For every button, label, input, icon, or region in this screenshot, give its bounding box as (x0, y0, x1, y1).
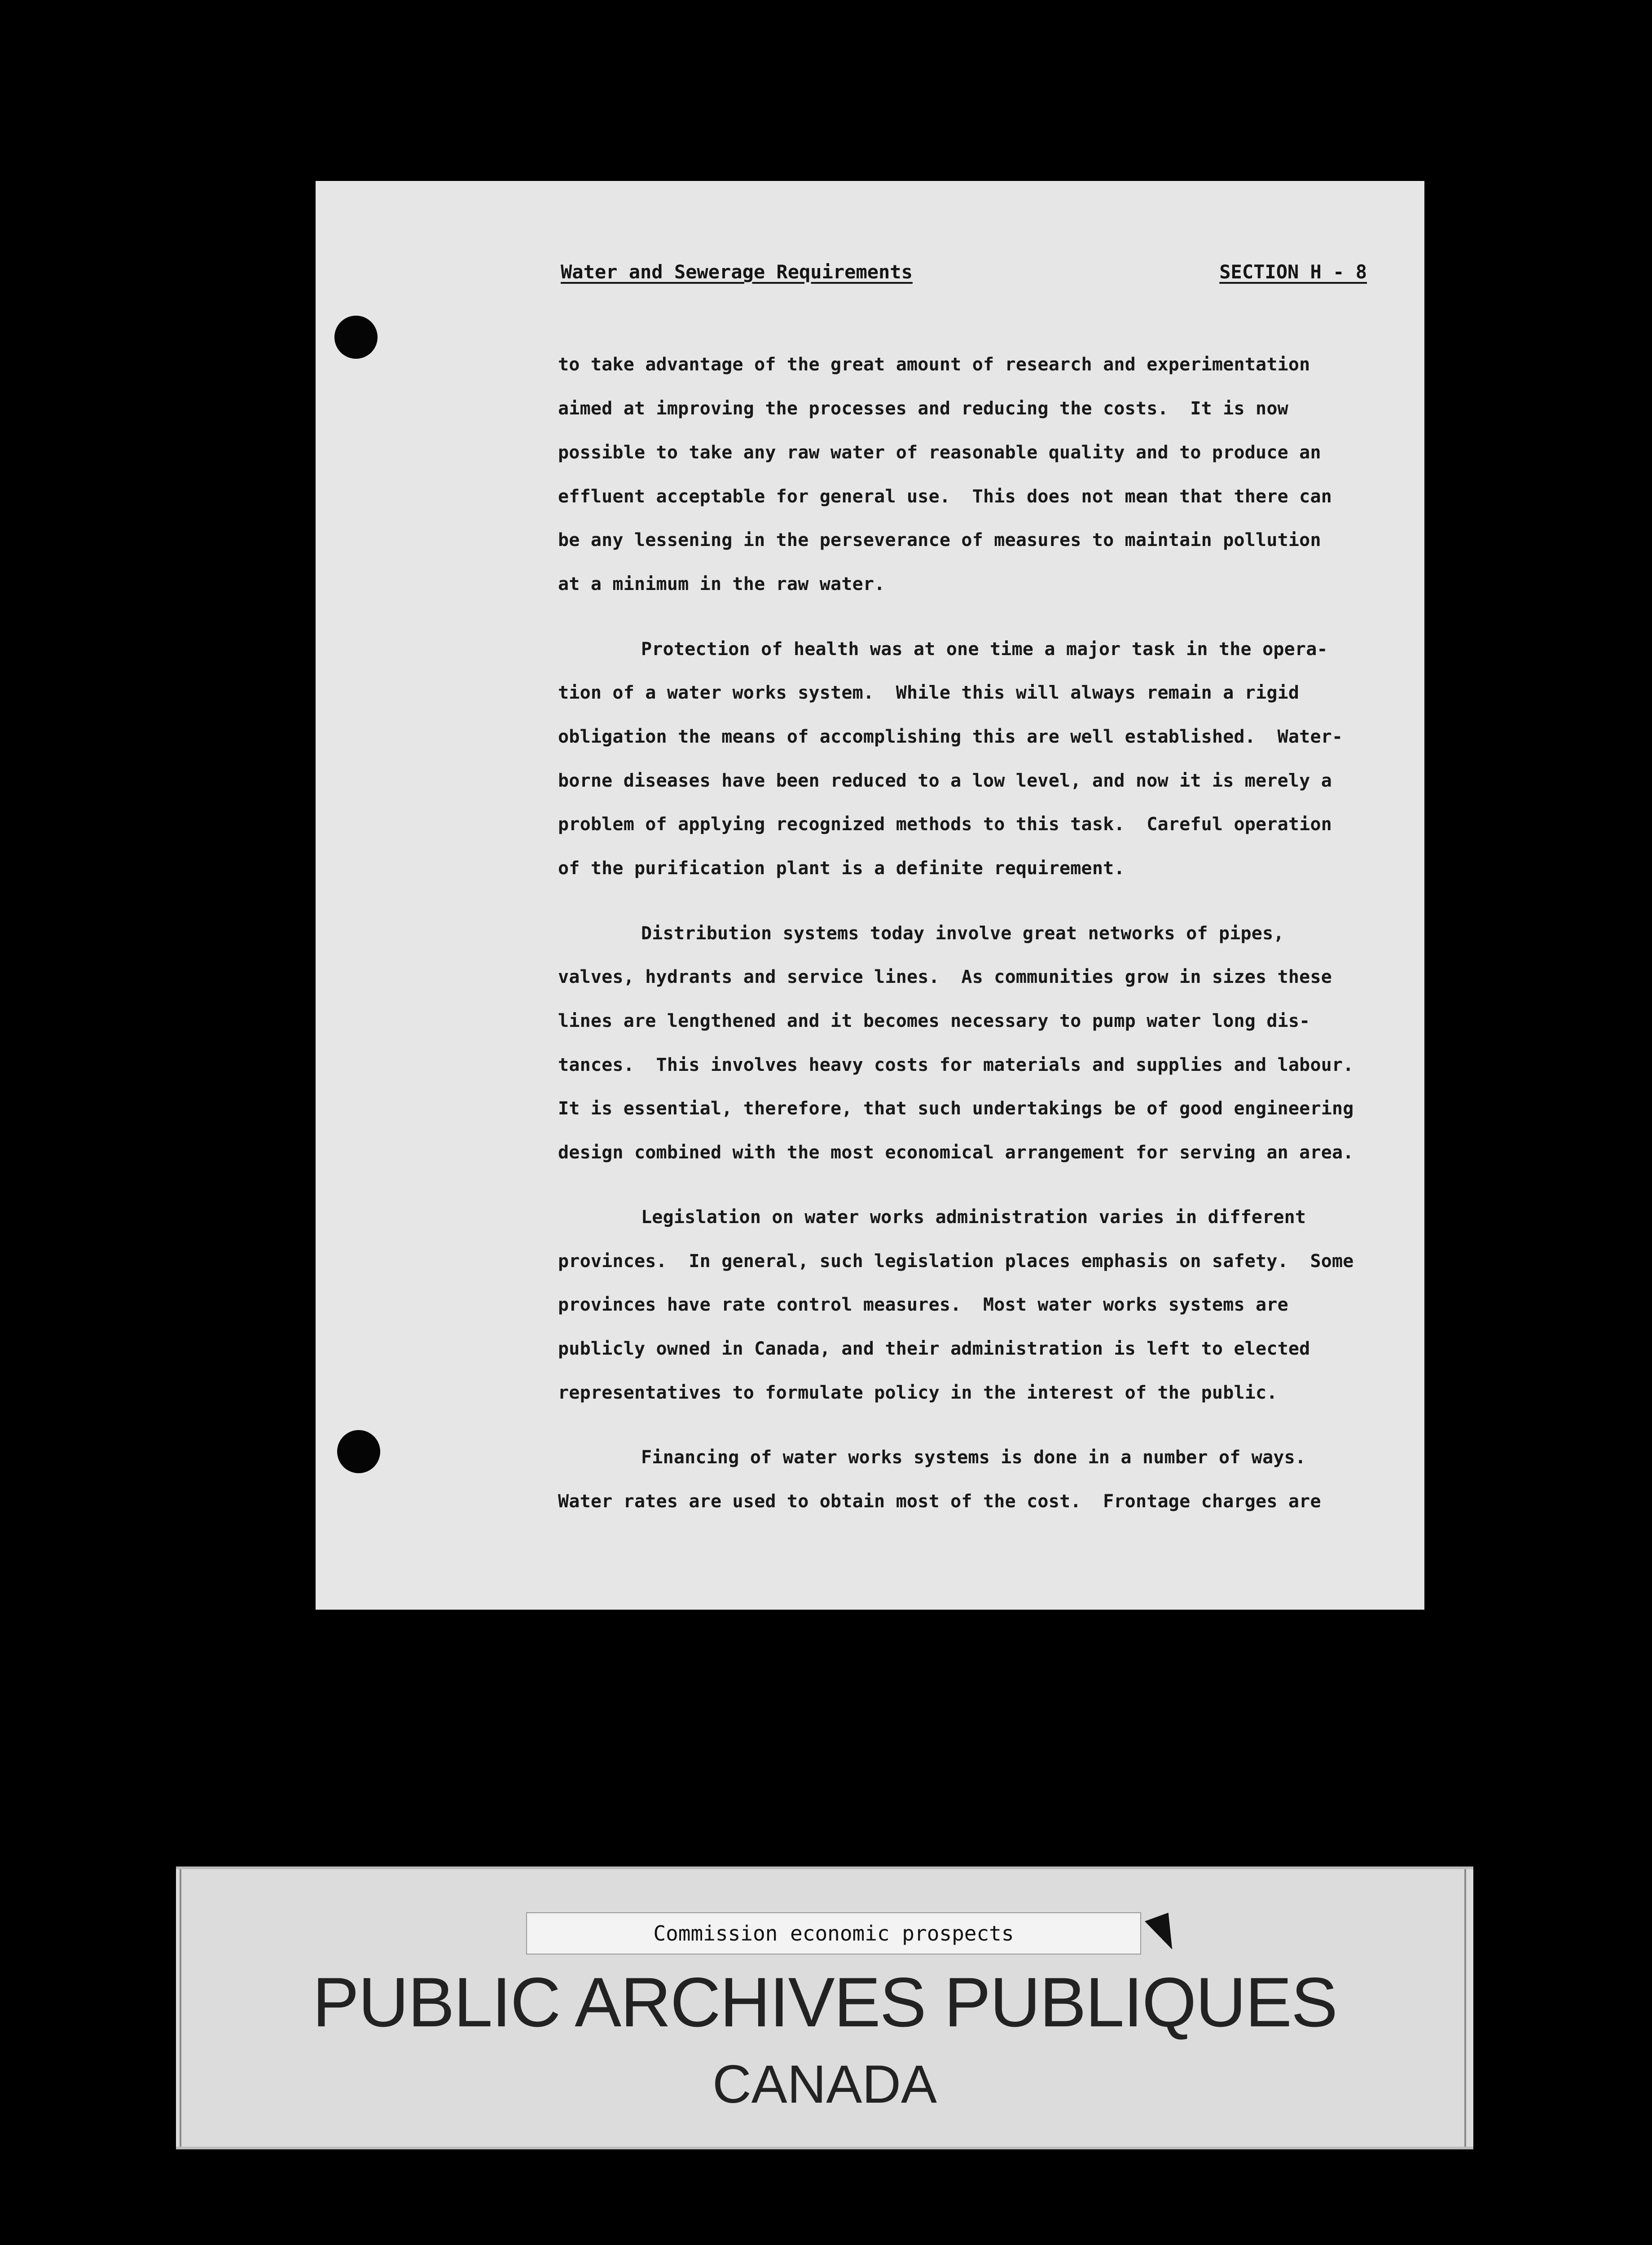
text-line: Water rates are used to obtain most of the cost. Frontage charges are (558, 1491, 1321, 1512)
text-line: borne diseases have been reduced to a low level, and now it is merely a (558, 770, 1332, 791)
text-line: provinces have rate control measures. Most water works systems are (558, 1294, 1288, 1315)
archive-title: PUBLIC ARCHIVES PUBLIQUES (312, 1963, 1337, 2042)
text-line: problem of applying recognized methods to this task. Careful operation (558, 814, 1332, 835)
text-line: provinces. In general, such legislation places emphasis on safety. Some (558, 1251, 1354, 1272)
punch-hole (334, 316, 378, 359)
text-line: tances. This involves heavy costs for materials and supplies and labour. (558, 1055, 1354, 1075)
text-line: to take advantage of the great amount of research and experimentation (558, 354, 1310, 375)
punch-hole (337, 1430, 380, 1473)
text-line: valves, hydrants and service lines. As communities grow in sizes these (558, 967, 1332, 987)
text-line: aimed at improving the processes and reducing the costs. It is now (558, 398, 1288, 419)
text-line: Financing of water works systems is done in a number of ways. (641, 1447, 1306, 1468)
section-title: Water and Sewerage Requirements (561, 261, 913, 283)
text-line: representatives to formulate policy in the interest of the public. (558, 1382, 1278, 1403)
collection-label (526, 1912, 1141, 1954)
document-page (316, 181, 1424, 1610)
section-number: SECTION H - 8 (1219, 261, 1367, 283)
collection-label-text: Commission economic prospects (653, 1921, 1014, 1946)
text-line: It is essential, therefore, that such undertakings be of good engineering (558, 1098, 1354, 1119)
text-line: lines are lengthened and it becomes necessary to pump water long dis- (558, 1011, 1310, 1031)
text-line: publicly owned in Canada, and their administration is left to elected (558, 1338, 1310, 1359)
text-line: Legislation on water works administration varies in different (641, 1207, 1306, 1228)
arrow-mark-icon (1145, 1913, 1181, 1955)
text-line: Distribution systems today involve great networks of pipes, (641, 923, 1284, 944)
archive-subtitle: CANADA (712, 2054, 937, 2114)
text-line: be any lessening in the perseverance of measures to maintain pollution (558, 530, 1321, 550)
text-line: of the purification plant is a definite requirement. (558, 858, 1125, 879)
text-line: at a minimum in the raw water. (558, 574, 885, 594)
text-line: design combined with the most economical arrangement for serving an area. (558, 1142, 1354, 1163)
text-line: obligation the means of accomplishing this are well established. Water- (558, 726, 1343, 747)
text-line: effluent acceptable for general use. This does not mean that there can (558, 486, 1332, 507)
archive-strip (176, 1866, 1473, 2149)
text-line: possible to take any raw water of reasonable quality and to produce an (558, 442, 1321, 463)
text-line: tion of a water works system. While this will always remain a rigid (558, 682, 1300, 703)
text-line: Protection of health was at one time a major task in the opera- (641, 639, 1328, 660)
